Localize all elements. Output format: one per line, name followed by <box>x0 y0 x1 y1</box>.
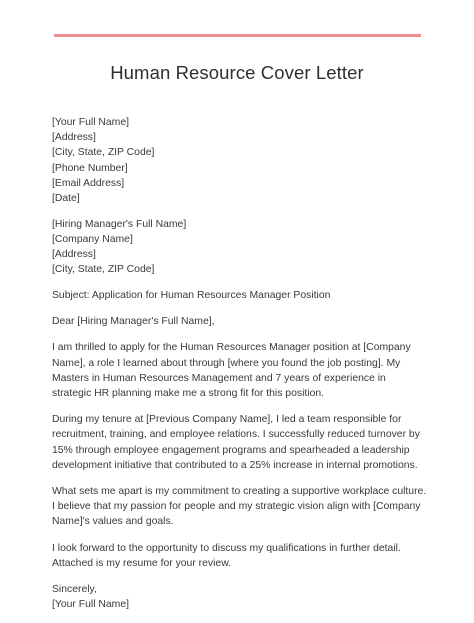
sender-address: [Address] <box>52 132 96 144</box>
signoff-block <box>52 582 427 612</box>
signature-name: [Your Full Name] <box>52 599 130 611</box>
top-accent-rule <box>54 34 421 37</box>
letter-body <box>52 115 427 623</box>
body-paragraph-intro: I am thrilled to apply for the Human Resources Manager position at [Company Name], a role I learned about through [where you found the job posting]. My Masters in Human Resources Management and 7 years of experience in strategic HR planning make me a strong fit for this position. <box>52 342 411 400</box>
subject-line: Subject: Application for Human Resources Manager Position <box>52 290 331 302</box>
recipient-city-state-zip: [City, State, ZIP Code] <box>52 264 155 276</box>
sender-city-state-zip: [City, State, ZIP Code] <box>52 147 155 159</box>
recipient-address-block <box>52 217 427 278</box>
closing-phrase: Sincerely, <box>52 584 97 596</box>
sender-phone: [Phone Number] <box>52 162 128 174</box>
body-paragraph-experience: During my tenure at [Previous Company Name], I led a team responsible for recruitment, training, and employee relations. I successfully reduced turnover by 15% through employee engagement programs and spearheaded a leadership development initiative that contributed to a 25% increase in internal promotions. <box>52 414 420 471</box>
body-paragraph-closing: I look forward to the opportunity to discuss my qualifications in further detail. Attached is my resume for your review. <box>52 542 401 569</box>
letter-date: [Date] <box>52 193 80 205</box>
recipient-name: [Hiring Manager's Full Name] <box>52 218 187 230</box>
sender-address-block <box>52 115 427 206</box>
recipient-address: [Address] <box>52 249 96 261</box>
body-paragraph-culture: What sets me apart is my commitment to creating a supportive workplace culture. I believe that my passion for people and my strategic vision align with [Company Name]'s values and goals. <box>52 486 427 528</box>
recipient-company: [Company Name] <box>52 233 133 245</box>
salutation: Dear [Hiring Manager's Full Name], <box>52 316 215 328</box>
sender-email: [Email Address] <box>52 177 125 189</box>
sender-name: [Your Full Name] <box>52 117 130 128</box>
document-title: Human Resource Cover Letter <box>110 62 364 83</box>
